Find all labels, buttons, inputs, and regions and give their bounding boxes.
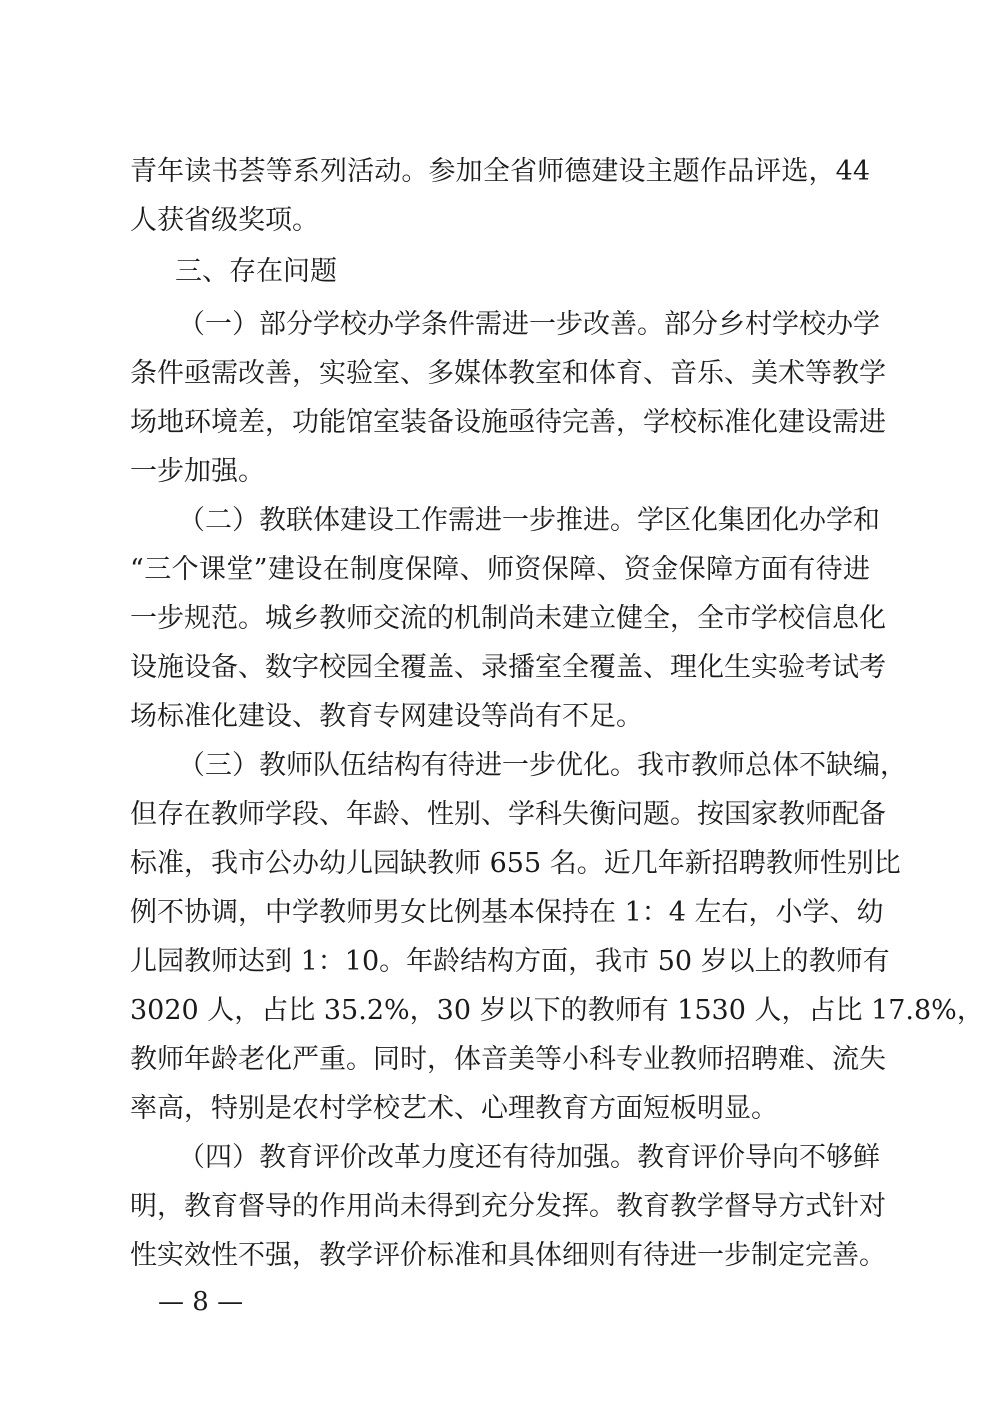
paragraph-line: 性实效性不强，教学评价标准和具体细则有待进一步制定完善。 xyxy=(130,1240,886,1271)
paragraph-line: 3020 人，占比 35.2%，30 岁以下的教师有 1530 人，占比 17.8%， xyxy=(130,995,984,1026)
paragraph-line: 一步规范。城乡教师交流的机制尚未建立健全，全市学校信息化 xyxy=(130,603,886,634)
paragraph-line: “三个课堂”建设在制度保障、师资保障、资金保障方面有待进 xyxy=(130,554,870,585)
paragraph-line: 设施设备、数字校园全覆盖、录播室全覆盖、理化生实验考试考 xyxy=(130,652,886,683)
paragraph-line: 率高，特别是农村学校艺术、心理教育方面短板明显。 xyxy=(130,1093,778,1124)
paragraph-line: （一）部分学校办学条件需进一步改善。部分乡村学校办学 xyxy=(178,309,880,340)
paragraph-line: （二）教联体建设工作需进一步推进。学区化集团化办学和 xyxy=(178,505,880,536)
paragraph-line: 条件亟需改善，实验室、多媒体教室和体育、音乐、美术等教学 xyxy=(130,358,886,389)
paragraph-line: 人获省级奖项。 xyxy=(130,205,319,236)
paragraph-line: （四）教育评价改革力度还有待加强。教育评价导向不够鲜 xyxy=(178,1142,880,1173)
paragraph-line: 教师年龄老化严重。同时，体音美等小科专业教师招聘难、流失 xyxy=(130,1044,886,1075)
paragraph-line: 儿园教师达到 1：10。年龄结构方面，我市 50 岁以上的教师有 xyxy=(130,946,890,977)
paragraph-line: 场标准化建设、教育专网建设等尚有不足。 xyxy=(130,701,643,732)
paragraph-line: 明，教育督导的作用尚未得到充分发挥。教育教学督导方式针对 xyxy=(130,1191,886,1222)
paragraph-line: 青年读书荟等系列活动。参加全省师德建设主题作品评选，44 xyxy=(130,156,870,187)
paragraph-line: 场地环境差，功能馆室装备设施亟待完善，学校标准化建设需进 xyxy=(130,407,886,438)
paragraph-line: （三）教师队伍结构有待进一步优化。我市教师总体不缺编， xyxy=(178,750,907,781)
paragraph-line: 例不协调，中学教师男女比例基本保持在 1：4 左右，小学、幼 xyxy=(130,897,884,928)
page-number: — 8 — xyxy=(158,1287,244,1317)
section-heading: 三、存在问题 xyxy=(175,256,337,287)
paragraph-line: 但存在教师学段、年龄、性别、学科失衡问题。按国家教师配备 xyxy=(130,799,886,830)
paragraph-line: 一步加强。 xyxy=(130,456,265,487)
paragraph-line: 标准，我市公办幼儿园缺教师 655 名。近几年新招聘教师性别比 xyxy=(130,848,901,879)
